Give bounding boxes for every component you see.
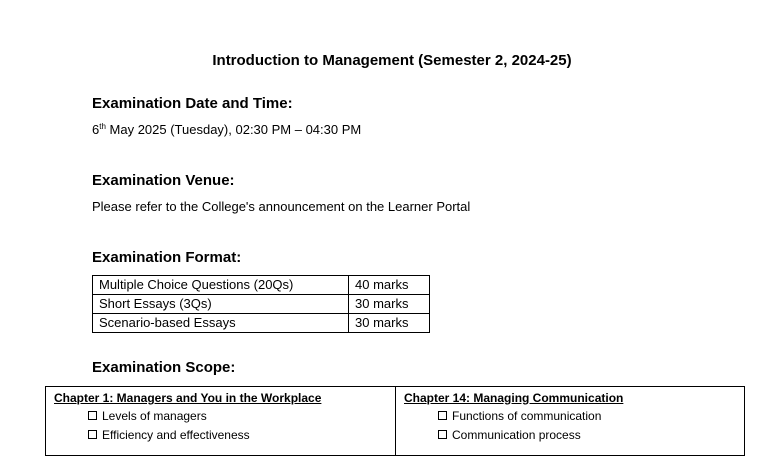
checkbox-icon [88,430,97,439]
format-marks: 30 marks [349,295,430,314]
chapter-title: Chapter 1: Managers and You in the Workplace [54,391,322,405]
checkbox-icon [438,430,447,439]
format-item: Short Essays (3Qs) [93,295,349,314]
exam-scope-table [45,386,745,456]
exam-day: 6 [92,122,100,137]
format-marks: 30 marks [349,314,430,333]
exam-format-table [92,275,430,333]
exam-day-suffix: th [99,122,106,131]
format-marks: 40 marks [349,276,430,295]
topic-label: Communication process [452,428,581,442]
exam-date-rest: May 2025 (Tuesday), 02:30 PM – 04:30 PM [105,122,362,137]
document-title: Introduction to Management (Semester 2, 2024-25) [212,52,572,69]
list-item [54,426,395,445]
exam-date-text [92,122,361,137]
list-item [404,426,744,445]
chapter-title: Chapter 14: Managing Communication [404,391,624,405]
table-row [93,276,430,295]
exam-date-heading: Examination Date and Time: [92,95,293,112]
list-item [54,407,395,426]
topic-label: Levels of managers [102,409,207,423]
table-row [93,295,430,314]
scope-column [395,387,744,455]
exam-format-heading: Examination Format: [92,249,242,266]
exam-venue-heading: Examination Venue: [92,172,235,189]
scope-column [46,387,395,455]
exam-scope-heading: Examination Scope: [92,359,236,376]
exam-venue-text: Please refer to the College's announcement on the Learner Portal [92,199,471,214]
table-row [93,314,430,333]
topic-label: Efficiency and effectiveness [102,428,250,442]
format-item: Multiple Choice Questions (20Qs) [93,276,349,295]
checkbox-icon [438,411,447,420]
checkbox-icon [88,411,97,420]
topic-label: Functions of communication [452,409,602,423]
list-item [404,407,744,426]
format-item: Scenario-based Essays [93,314,349,333]
